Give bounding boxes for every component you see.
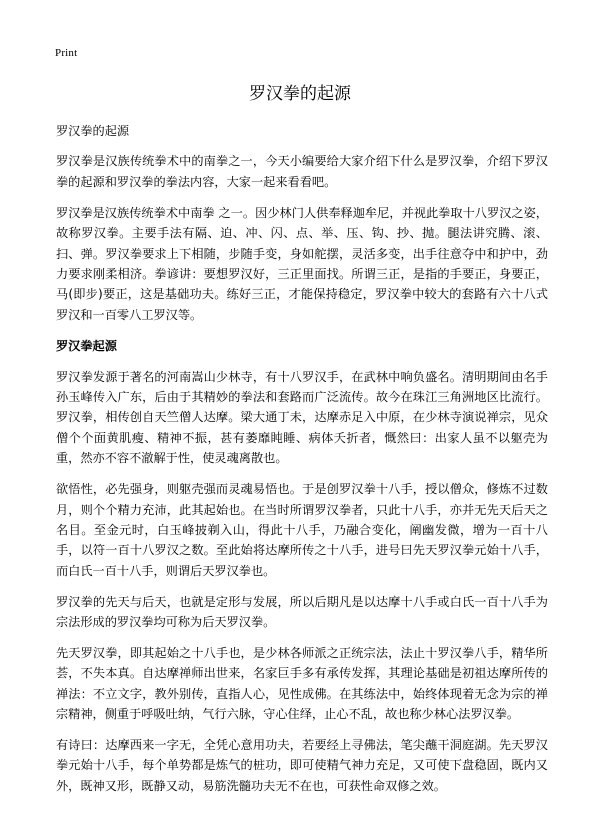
poem-paragraph: 有诗曰：达摩西来一字无，全凭心意用功夫，若要经上寻佛法，笔尖蘸干洞庭湖。先天罗汉拳元始十八手，每个单势都是炼气的桩功，即可使精气神力充足，又可使下盘稳固，既内又外，既神又形，既静又动，易筋洗髓功夫无不在也，可获性命双修之效。	[56, 738, 548, 793]
document-body	[56, 121, 548, 807]
origin-paragraph: 罗汉拳发源于著名的河南嵩山少林寺，有十八罗汉手，在武林中响负盛名。清明期间由名手孙玉峰传入广东，后由于其精妙的拳法和套路而广泛流传。故今在珠江三角洲地区比流行。罗汉拳，相传创自天竺僧人达摩。梁大通丁未，达摩赤足入中原，在少林寺演说禅宗，见众僧个个面黄肌瘦、精神不振，甚有萎靡盹睡、病体夭折者，慨然曰：出家人虽不以躯壳为重，然亦不容不澈解于性，使灵魂离散也。	[56, 369, 548, 466]
page-title: 罗汉拳的起源	[249, 84, 351, 104]
document-subtitle: 罗汉拳的起源	[56, 124, 130, 138]
xiantian-paragraph: 先天罗汉拳，即其起始之十八手也，是少林各师派之正统宗法，法止十罗汉拳八手，精华所荟，不失本真。自达摩禅师出世来，名家巨手多有承传发挥，其理论基础是初祖达摩所传的禅法：不立文字，教外别传，直指人心，见性成佛。在其练法中，始终体现着无念为宗的禅宗精神，侧重于呼吸吐纳，气行六脉，守心住绎，止心不乱，故也称少林心法罗汉拳。	[56, 645, 548, 722]
section-heading: 罗汉拳起源	[56, 338, 117, 353]
description-paragraph: 罗汉拳是汉族传统拳术中南拳 之一。因少林门人供奉释迦牟尼，并视此拳取十八罗汉之姿，故称罗汉拳。主要手法有隔、迫、冲、闪、点、举、压、钩、抄、抛。腿法讲究腾、滚、扫、弹。罗汉拳要求上下相随，步随手变，身如舵摆，灵活多变，出手往意夺中和护中，劲力要求刚柔相济。拳谚讲：要想罗汉好，三正里面找。所谓三正，是指的手要正，身要正，马(即步)要正，这是基础功夫。练好三正，才能保持稳定，罗汉拳中较大的套路有六十八式罗汉和一百零八工罗汉等。	[56, 205, 548, 322]
print-label: Print	[55, 47, 78, 59]
intro-paragraph: 罗汉拳是汉族传统拳术中的南拳之一，今天小编要给大家介绍下什么是罗汉拳，介绍下罗汉拳的起源和罗汉拳的拳法内容，大家一起来看看吧。	[56, 154, 548, 189]
history-paragraph: 欲悟性，必先强身，则躯壳强而灵魂易悟也。于是创罗汉拳十八手，授以僧众，修炼不过数月，则个个精力充沛，此其起始也。在当时所谓罗汉拳者，只此十八手，亦并无先天后天之名目。至金元时，白玉峰披剃入山，得此十八手，乃融合变化，阐幽发微，增为一百十八手，以符一百十八罗汉之数。至此始将达摩所传之十八手，进号曰先天罗汉拳元始十八手，而白氏一百十八手，则谓后天罗汉拳也。	[56, 482, 548, 578]
innate-acquired-paragraph: 罗汉拳的先天与后天，也就是定形与发展，所以后期凡是以达摩十八手或白氏一百十八手为宗法形成的罗汉拳均可称为后天罗汉拳。	[56, 594, 548, 630]
